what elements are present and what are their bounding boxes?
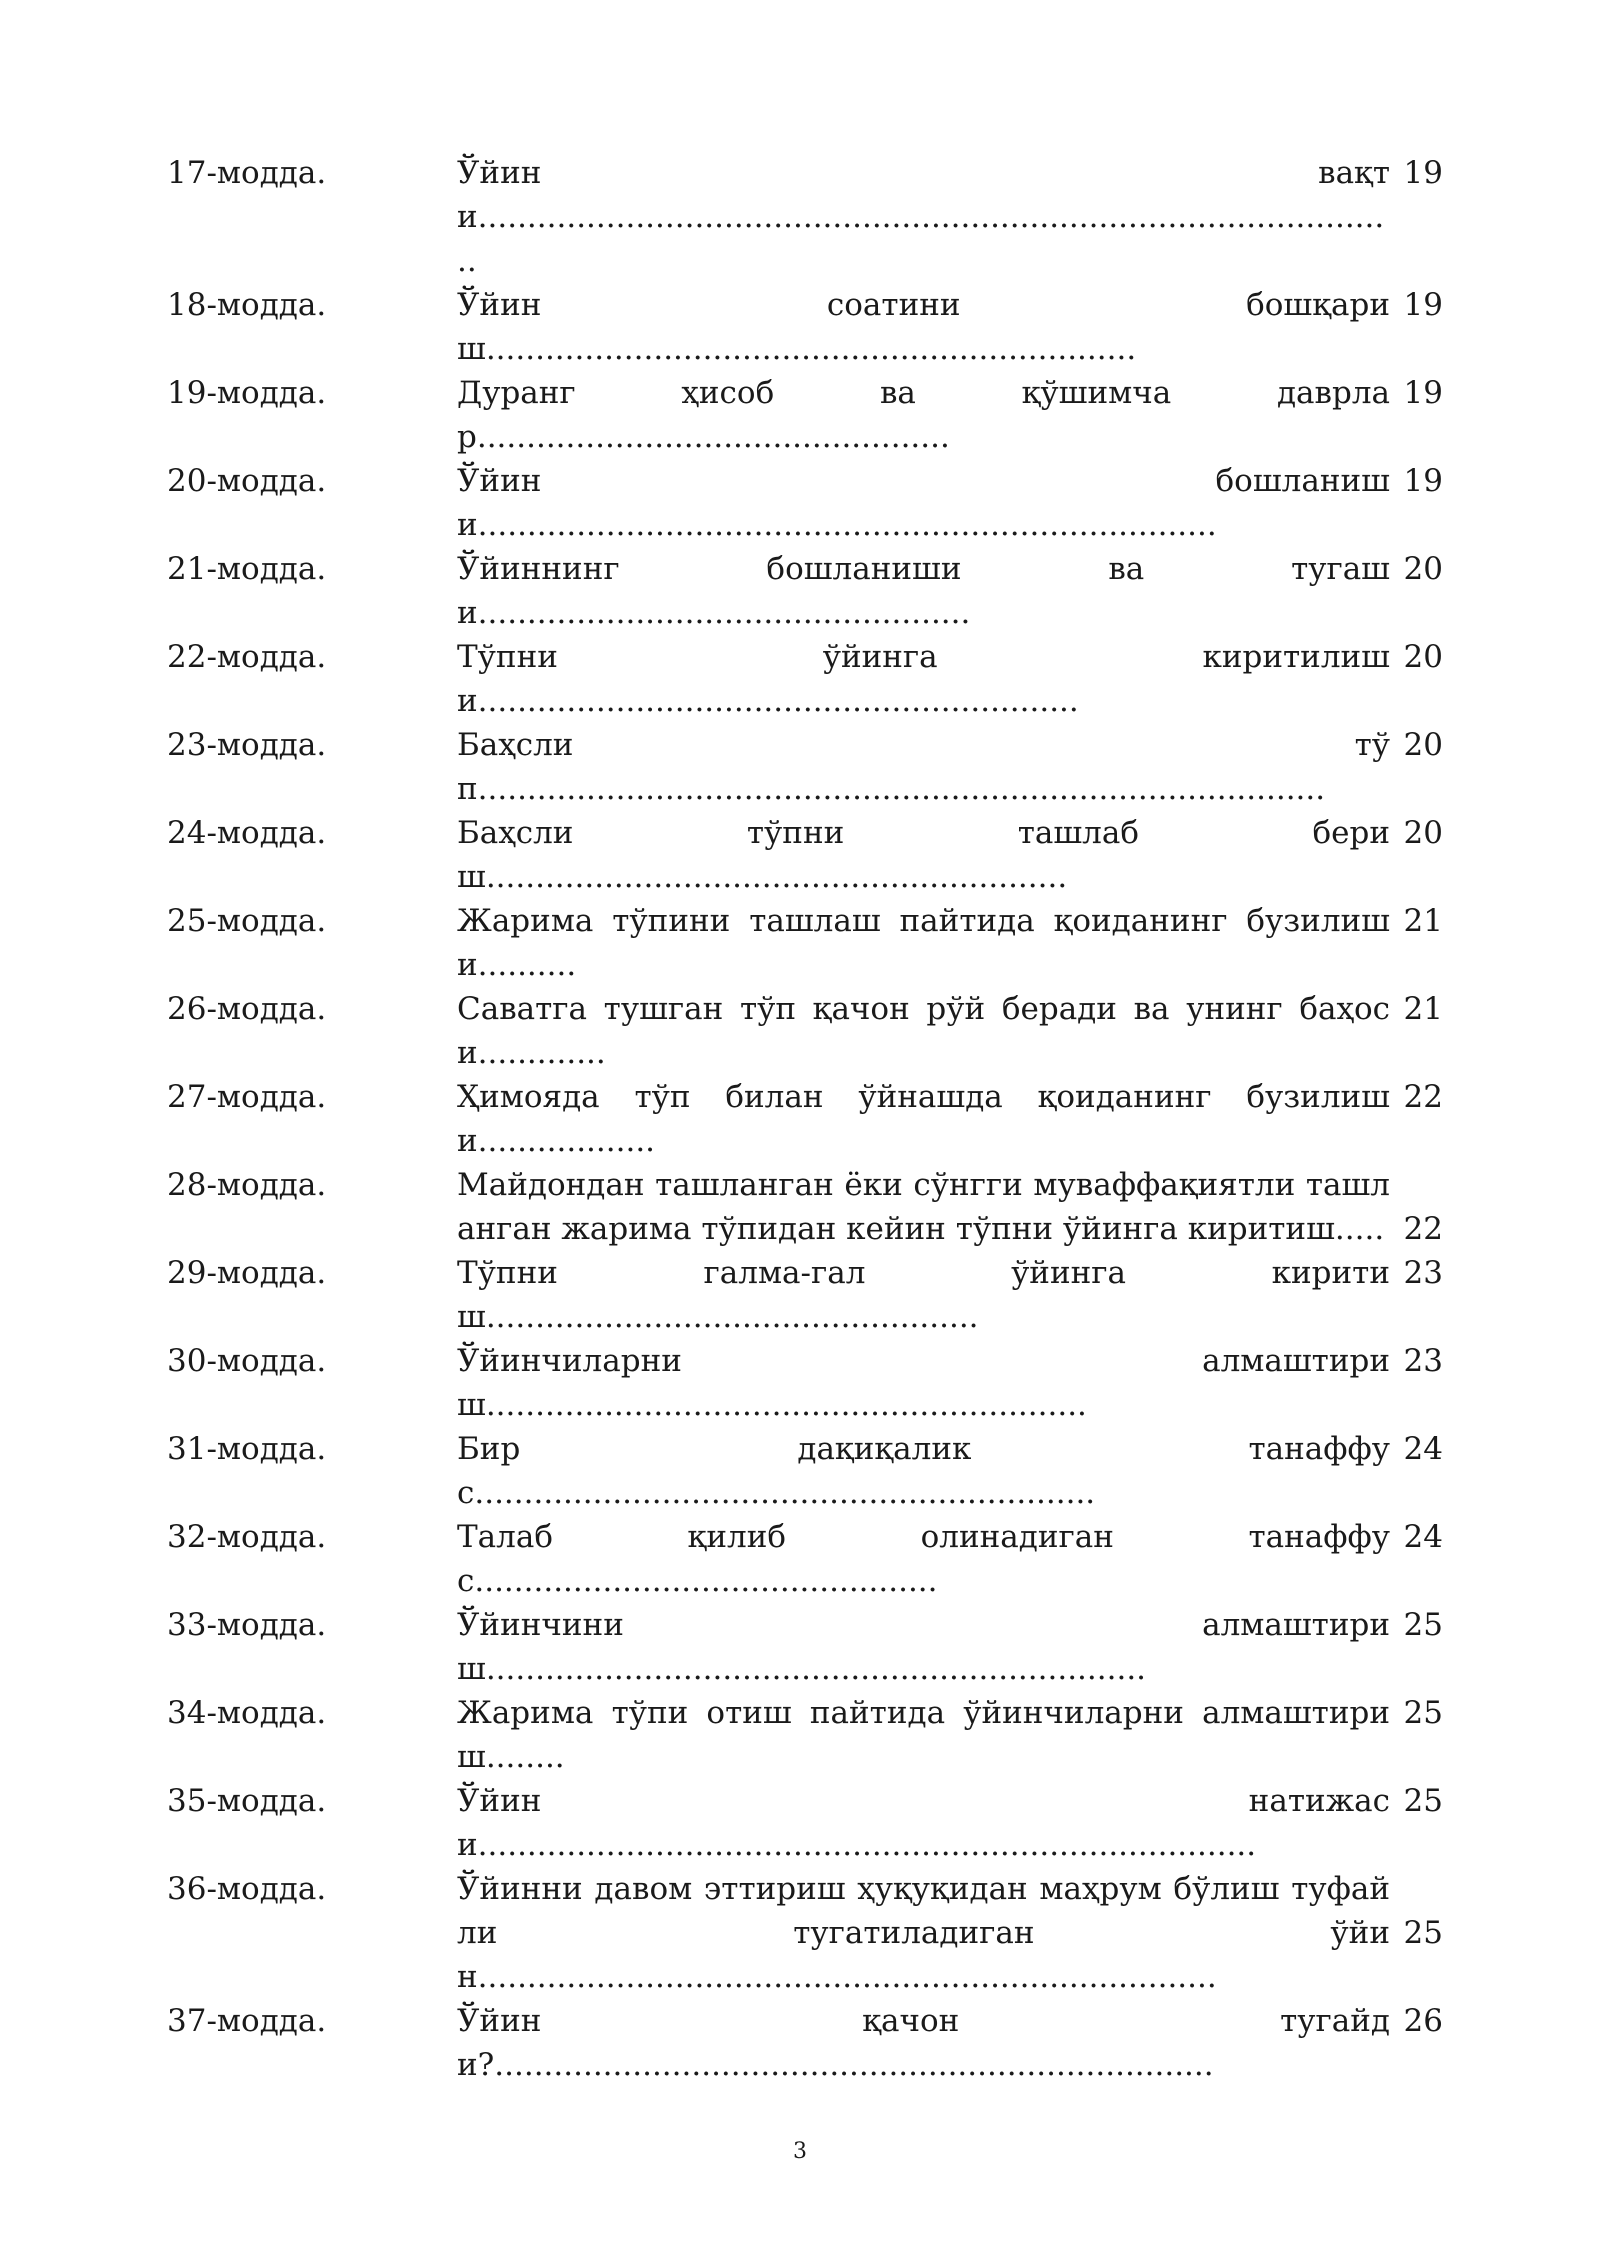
article-number: 18-модда.	[167, 287, 327, 323]
toc-entry	[167, 1427, 1443, 1515]
article-title: Тўпни ўйинга киритилиши.............................................................	[457, 639, 1390, 719]
article-page: 19	[1403, 463, 1443, 499]
article-number: 28-модда.	[167, 1167, 327, 1203]
toc-entry	[167, 635, 1443, 723]
article-page: 25	[1403, 1783, 1443, 1819]
article-title: Баҳсли тўпни ташлаб бериш...........................................................	[457, 815, 1390, 895]
page-number: 3	[793, 2139, 807, 2164]
article-page: 20	[1403, 815, 1443, 851]
toc-entry	[167, 1163, 1443, 1251]
toc-entry	[167, 1999, 1443, 2087]
article-number: 26-модда.	[167, 991, 327, 1027]
article-page: 23	[1403, 1255, 1443, 1291]
article-title: Ўйинни давом эттириш ҳуқуқидан маҳрум бўлиш туфайли тугатиладиган ўйин...........................................................................	[457, 1871, 1390, 1995]
article-page: 19	[1403, 287, 1443, 323]
article-title: Саватга тушган тўп қачон рўй беради ва унинг баҳоси.............	[457, 991, 1390, 1071]
article-number: 22-модда.	[167, 639, 327, 675]
toc-entry	[167, 283, 1443, 371]
toc-entry	[167, 1075, 1443, 1163]
article-page: 23	[1403, 1343, 1443, 1379]
article-title: Жарима тўпи отиш пайтида ўйинчиларни алмаштириш........	[457, 1695, 1390, 1775]
article-number: 33-модда.	[167, 1607, 327, 1643]
toc-entry	[167, 811, 1443, 899]
article-number: 17-модда.	[167, 155, 327, 191]
toc-entry	[167, 723, 1443, 811]
toc-entry	[167, 459, 1443, 547]
article-title: Ўйин вақти..............................................................................................	[457, 155, 1390, 279]
article-page: 20	[1403, 639, 1443, 675]
article-page: 22	[1403, 1079, 1443, 1115]
toc-entry	[167, 899, 1443, 987]
article-number: 25-модда.	[167, 903, 327, 939]
article-page: 19	[1403, 155, 1443, 191]
article-page: 21	[1403, 991, 1443, 1027]
toc-entry	[167, 547, 1443, 635]
toc-entry	[167, 151, 1443, 283]
article-page: 26	[1403, 2003, 1443, 2039]
article-page: 24	[1403, 1431, 1443, 1467]
article-number: 21-модда.	[167, 551, 327, 587]
article-title: Ўйин қачон тугайди?.........................................................................	[457, 2003, 1390, 2083]
toc-entry	[167, 1867, 1443, 1999]
article-number: 32-модда.	[167, 1519, 327, 1555]
toc-entry	[167, 371, 1443, 459]
article-page: 25	[1403, 1695, 1443, 1731]
article-number: 29-модда.	[167, 1255, 327, 1291]
article-number: 31-модда.	[167, 1431, 327, 1467]
article-title: Ўйинчини алмаштириш...................................................................	[457, 1607, 1390, 1687]
article-title: Ўйинчиларни алмаштириш.............................................................	[457, 1343, 1390, 1423]
article-number: 34-модда.	[167, 1695, 327, 1731]
article-title: Ҳимояда тўп билан ўйнашда қоиданинг бузилиши..................	[457, 1079, 1390, 1159]
toc-entry	[167, 1603, 1443, 1691]
article-page: 20	[1403, 551, 1443, 587]
article-number: 30-модда.	[167, 1343, 327, 1379]
article-page: 25	[1403, 1915, 1443, 1951]
table-of-contents	[167, 151, 1443, 2087]
article-title: Дуранг ҳисоб ва қўшимча даврлар................................................	[457, 375, 1390, 455]
article-title: Майдондан ташланган ёки сўнгги муваффақиятли ташланган жарима тўпидан кейин тўпни ўйинга киритиш.....	[457, 1167, 1390, 1247]
article-number: 27-модда.	[167, 1079, 327, 1115]
article-title: Бир дақиқалик танаффус...............................................................	[457, 1431, 1390, 1511]
article-title: Тўпни галма-гал ўйинга киритиш..................................................	[457, 1255, 1390, 1335]
toc-entry	[167, 1779, 1443, 1867]
article-page: 21	[1403, 903, 1443, 939]
toc-entry	[167, 1251, 1443, 1339]
article-page: 24	[1403, 1519, 1443, 1555]
article-number: 19-модда.	[167, 375, 327, 411]
article-page: 19	[1403, 375, 1443, 411]
toc-entry	[167, 987, 1443, 1075]
article-page: 22	[1403, 1211, 1443, 1247]
article-title: Ўйин соатини бошқариш..................................................................	[457, 287, 1390, 367]
article-title: Талаб қилиб олинадиган танаффус...............................................	[457, 1519, 1390, 1599]
article-number: 24-модда.	[167, 815, 327, 851]
article-page: 25	[1403, 1607, 1443, 1643]
article-title: Ўйин натижаси...............................................................................	[457, 1783, 1390, 1863]
article-number: 36-модда.	[167, 1871, 327, 1907]
article-number: 20-модда.	[167, 463, 327, 499]
toc-entry	[167, 1515, 1443, 1603]
article-title: Баҳсли тўп......................................................................................	[457, 727, 1390, 807]
toc-entry	[167, 1339, 1443, 1427]
toc-entry	[167, 1691, 1443, 1779]
article-page: 20	[1403, 727, 1443, 763]
article-number: 23-модда.	[167, 727, 327, 763]
article-number: 37-модда.	[167, 2003, 327, 2039]
article-title: Ўйин бошланиши...........................................................................	[457, 463, 1390, 543]
article-number: 35-модда.	[167, 1783, 327, 1819]
article-title: Жарима тўпини ташлаш пайтида қоиданинг бузилиши..........	[457, 903, 1390, 983]
article-title: Ўйиннинг бошланиши ва тугаши..................................................	[457, 551, 1390, 631]
